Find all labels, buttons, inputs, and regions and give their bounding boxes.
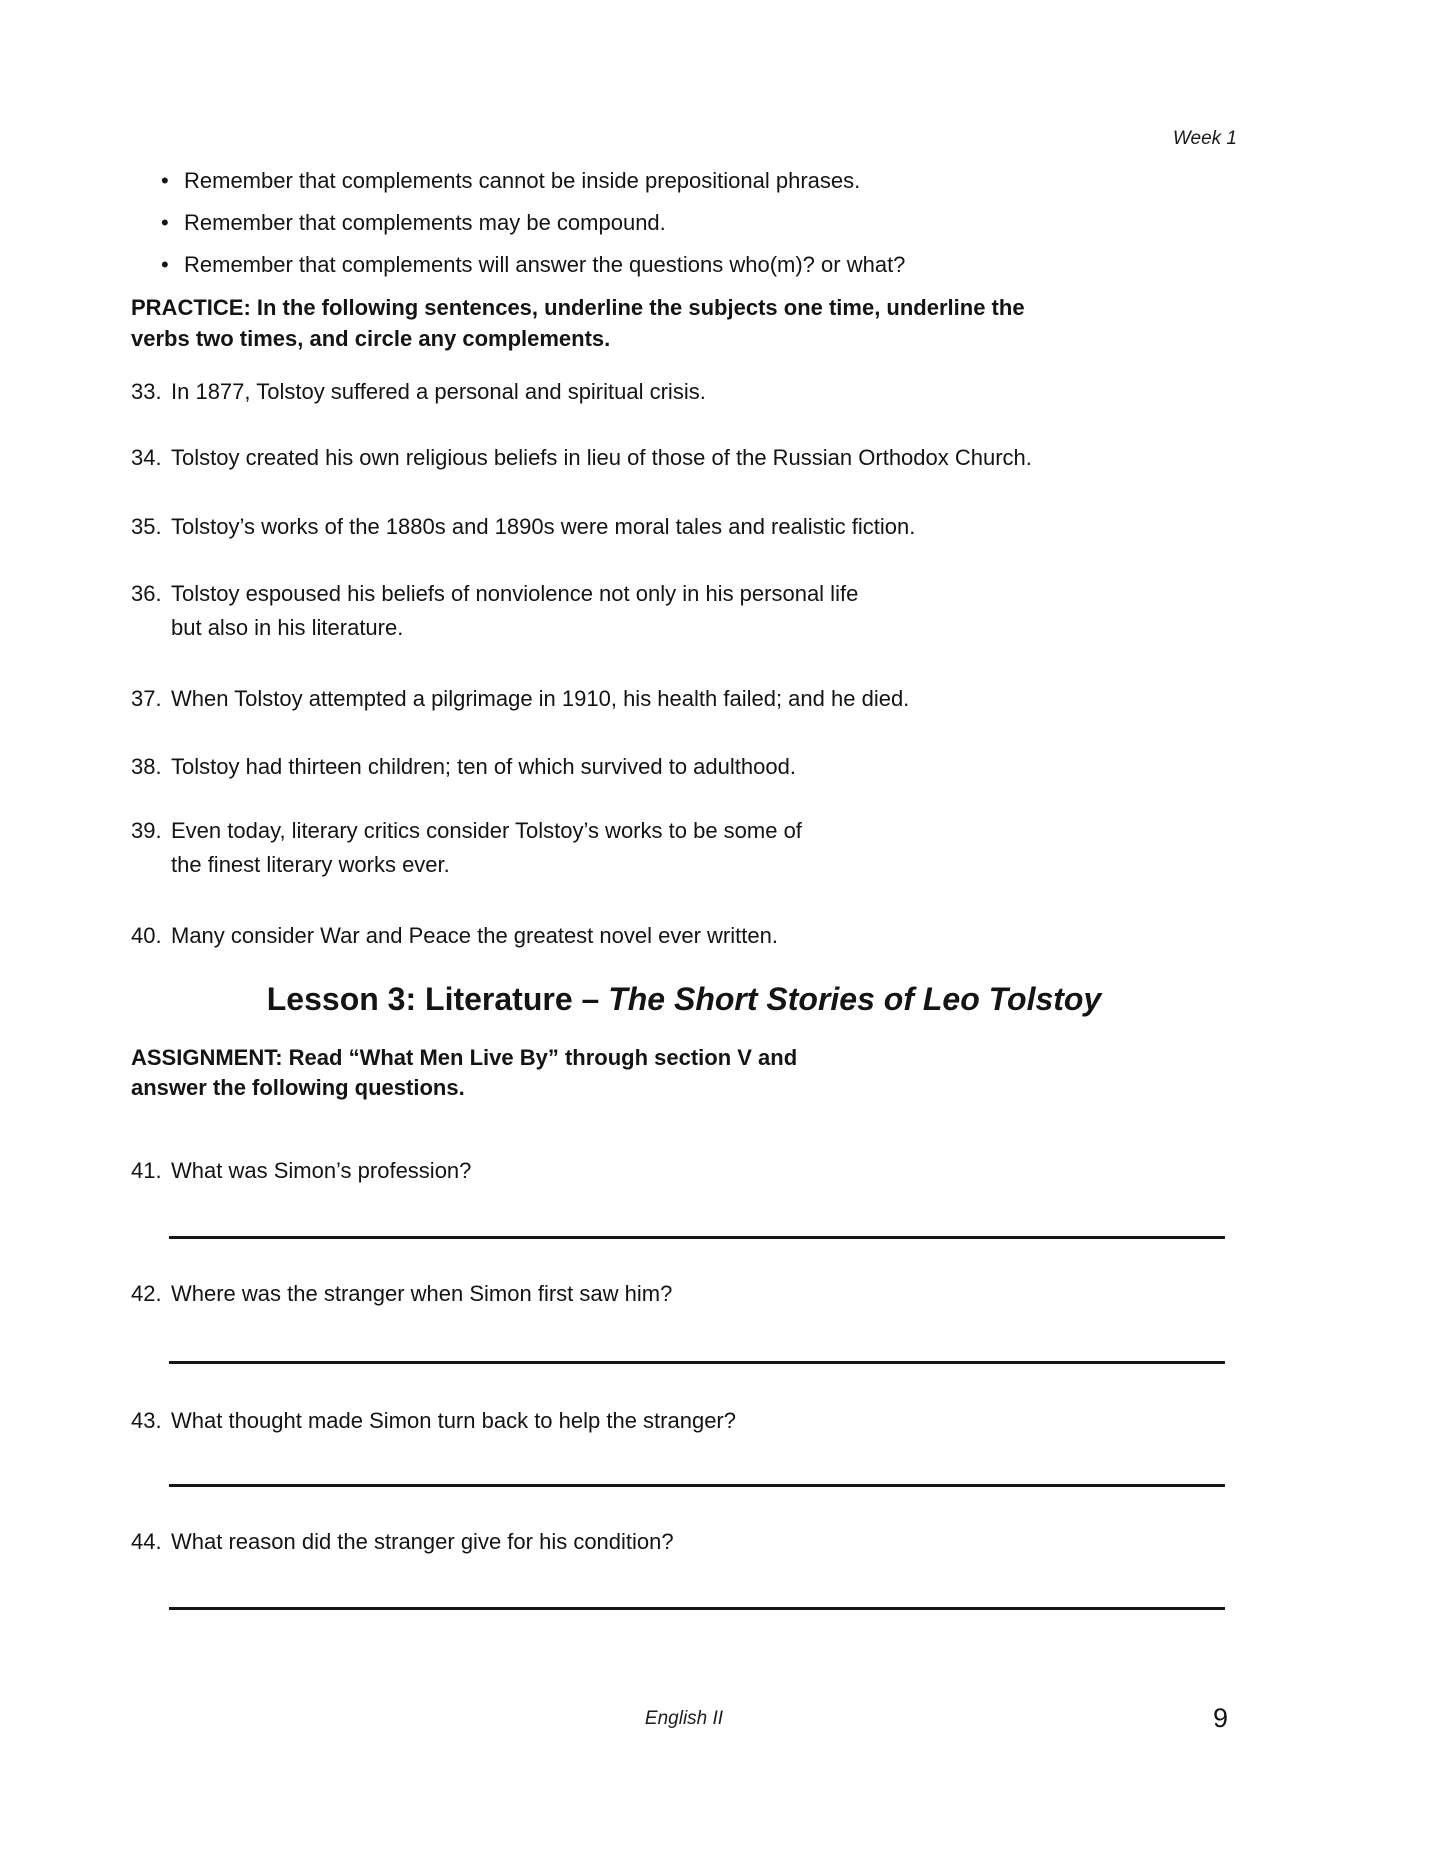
practice-sentence-39-continuation bbox=[171, 851, 450, 879]
bullet-text: Remember that complements may be compound. bbox=[184, 210, 666, 235]
question-text: What thought made Simon turn back to help the stranger? bbox=[171, 1408, 736, 1433]
bullet-text: Remember that complements cannot be inside prepositional phrases. bbox=[184, 168, 861, 193]
page-number: 9 bbox=[1213, 1703, 1229, 1733]
sentence-text: When Tolstoy attempted a pilgrimage in 1910, his health failed; and he died. bbox=[171, 686, 910, 711]
bullet-item bbox=[161, 209, 666, 237]
practice-sentence-36 bbox=[131, 580, 858, 608]
sentence-number: 37. bbox=[131, 686, 162, 711]
practice-sentence-37 bbox=[131, 685, 909, 713]
sentence-text: but also in his literature. bbox=[171, 615, 404, 640]
assignment-instructions bbox=[131, 1043, 797, 1103]
sentence-number: 33. bbox=[131, 379, 162, 404]
bullet-item bbox=[161, 167, 860, 195]
sentence-number: 34. bbox=[131, 445, 162, 470]
question-43 bbox=[131, 1407, 736, 1435]
practice-sentence-40 bbox=[131, 922, 778, 950]
question-number: 42. bbox=[131, 1281, 162, 1306]
question-text: What was Simon’s profession? bbox=[171, 1158, 472, 1183]
question-number: 41. bbox=[131, 1158, 162, 1183]
practice-sentence-39 bbox=[131, 817, 802, 845]
bullet-text: Remember that complements will answer the questions who(m)? or what? bbox=[184, 252, 906, 277]
assignment-instructions-line: ASSIGNMENT: Read “What Men Live By” through section V and bbox=[131, 1045, 798, 1070]
lesson-heading bbox=[131, 980, 1237, 1018]
practice-sentence-38 bbox=[131, 753, 796, 781]
sentence-text: Tolstoy created his own religious beliefs in lieu of those of the Russian Orthodox Church. bbox=[171, 445, 1032, 470]
sentence-text: the finest literary works ever. bbox=[171, 852, 450, 877]
question-number: 43. bbox=[131, 1408, 162, 1433]
sentence-number: 39. bbox=[131, 818, 162, 843]
practice-sentence-33 bbox=[131, 378, 706, 406]
question-text: What reason did the stranger give for his condition? bbox=[171, 1529, 674, 1554]
question-text: Where was the stranger when Simon first saw him? bbox=[171, 1281, 673, 1306]
answer-blank-line bbox=[169, 1361, 1225, 1364]
practice-sentence-34 bbox=[131, 444, 1032, 472]
assignment-instructions-line: answer the following questions. bbox=[131, 1075, 465, 1100]
practice-sentence-36-continuation bbox=[171, 614, 403, 642]
lesson-heading-plain: Lesson 3: Literature – bbox=[266, 981, 609, 1017]
sentence-number: 40. bbox=[131, 923, 162, 948]
sentence-text: Tolstoy’s works of the 1880s and 1890s were moral tales and realistic fiction. bbox=[171, 514, 916, 539]
question-44 bbox=[131, 1528, 674, 1556]
sentence-number: 38. bbox=[131, 754, 162, 779]
sentence-text: Tolstoy had thirteen children; ten of which survived to adulthood. bbox=[171, 754, 796, 779]
sentence-text: In 1877, Tolstoy suffered a personal and spiritual crisis. bbox=[171, 379, 706, 404]
practice-instructions bbox=[131, 292, 1025, 354]
question-41 bbox=[131, 1157, 471, 1185]
bullet-item bbox=[161, 251, 905, 279]
footer-course-label: English II bbox=[644, 1708, 724, 1729]
question-42 bbox=[131, 1280, 672, 1308]
practice-instructions-line: verbs two times, and circle any complements. bbox=[131, 326, 611, 351]
answer-blank-line bbox=[169, 1607, 1225, 1610]
lesson-heading-title: The Short Stories of Leo Tolstoy bbox=[608, 981, 1102, 1017]
sentence-text: Even today, literary critics consider Tolstoy’s works to be some of bbox=[171, 818, 802, 843]
answer-blank-line bbox=[169, 1236, 1225, 1239]
sentence-text: Tolstoy espoused his beliefs of nonviolence not only in his personal life bbox=[171, 581, 859, 606]
sentence-number: 35. bbox=[131, 514, 162, 539]
practice-instructions-line: PRACTICE: In the following sentences, underline the subjects one time, underline the bbox=[131, 295, 1025, 320]
question-number: 44. bbox=[131, 1529, 162, 1554]
sentence-text: Many consider War and Peace the greatest novel ever written. bbox=[171, 923, 778, 948]
week-label: Week 1 bbox=[1172, 128, 1237, 149]
practice-sentence-35 bbox=[131, 513, 915, 541]
answer-blank-line bbox=[169, 1484, 1225, 1487]
sentence-number: 36. bbox=[131, 581, 162, 606]
